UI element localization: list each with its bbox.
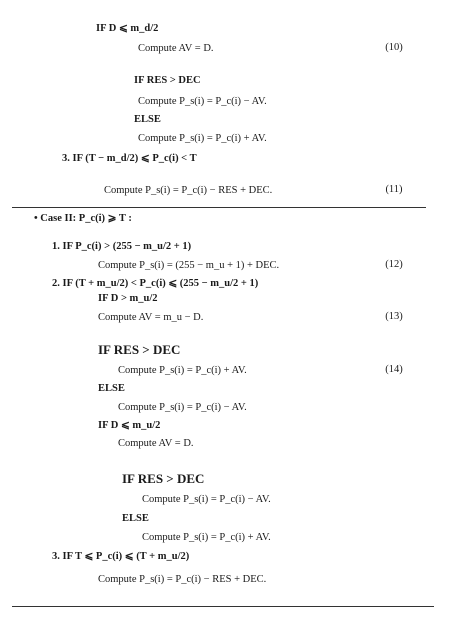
else-line: ELSE — [98, 383, 125, 394]
condition-line: IF D ⩽ m_u/2 — [98, 420, 161, 431]
condition-line: IF RES > DEC — [134, 75, 201, 86]
condition-line: IF RES > DEC — [122, 471, 205, 486]
compute-line: Compute P_s(i) = P_c(i) − RES + DEC. — [104, 185, 273, 196]
case-heading: • Case II: P_c(i) ⩾ T : — [34, 213, 132, 224]
compute-line: Compute P_s(i) = P_c(i) + AV. — [118, 365, 247, 376]
compute-line: Compute P_s(i) = P_c(i) − AV. — [118, 402, 247, 413]
bottom-rule — [12, 606, 434, 607]
equation-number: (11) — [385, 184, 403, 195]
condition-line: 1. IF P_c(i) > (255 − m_u/2 + 1) — [52, 241, 192, 252]
condition-line: 2. IF (T + m_u/2) < P_c(i) ⩽ (255 − m_u/2 + 1) — [52, 278, 259, 289]
compute-line: Compute P_s(i) = P_c(i) − RES + DEC. — [98, 574, 267, 585]
condition-line: 3. IF (T − m_d/2) ⩽ P_c(i) < T — [62, 153, 197, 164]
condition-line: 3. IF T ⩽ P_c(i) ⩽ (T + m_u/2) — [52, 551, 190, 562]
else-line: ELSE — [122, 513, 149, 524]
equation-number: (10) — [385, 42, 403, 53]
equation-number: (13) — [385, 311, 403, 322]
equation-number: (12) — [385, 259, 403, 270]
condition-line: IF D ⩽ m_d/2 — [96, 23, 159, 34]
equation-number: (14) — [385, 364, 403, 375]
compute-line: Compute P_s(i) = P_c(i) + AV. — [142, 532, 271, 543]
compute-line: Compute AV = D. — [138, 43, 214, 54]
compute-line: Compute P_s(i) = P_c(i) − AV. — [142, 494, 271, 505]
compute-line: Compute AV = D. — [118, 438, 194, 449]
else-line: ELSE — [134, 114, 161, 125]
compute-line: Compute AV = m_u − D. — [98, 312, 204, 323]
section-divider — [12, 207, 426, 208]
compute-line: Compute P_s(i) = (255 − m_u + 1) + DEC. — [98, 260, 280, 271]
compute-line: Compute P_s(i) = P_c(i) + AV. — [138, 133, 267, 144]
condition-line: IF D > m_u/2 — [98, 293, 158, 304]
compute-line: Compute P_s(i) = P_c(i) − AV. — [138, 96, 267, 107]
condition-line: IF RES > DEC — [98, 342, 181, 357]
